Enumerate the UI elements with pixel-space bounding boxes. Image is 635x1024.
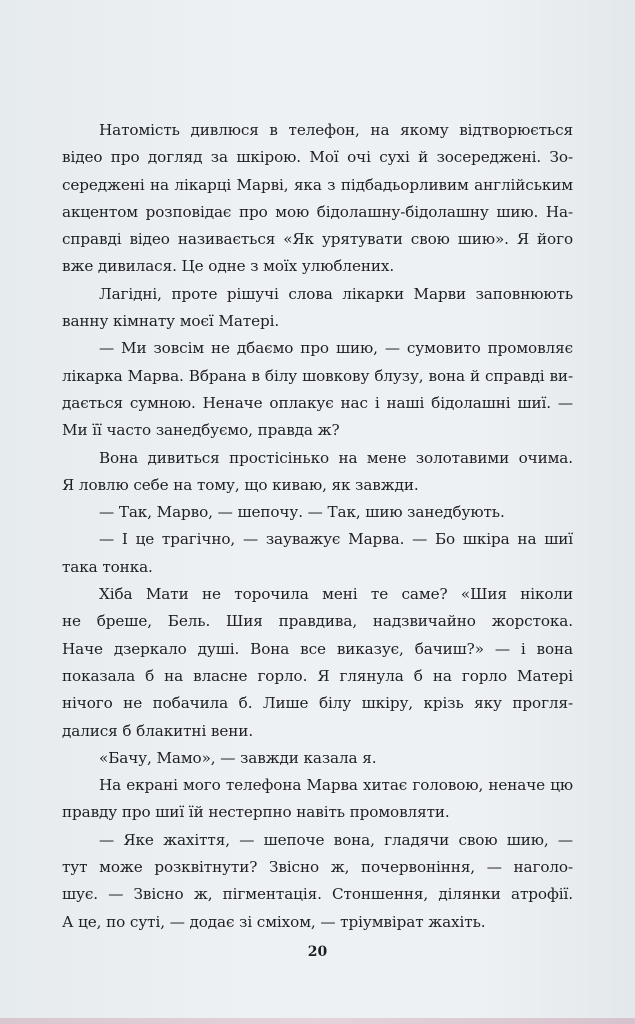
text-line: середжені на лікарці Марві, яка з підбадьорливим англійським [62,175,573,194]
text-line: Наче дзеркало душі. Вона все виказує, бачиш?» — і вона [62,639,573,658]
text-line: тут може розквітнути? Звісно ж, почервоніння, — наголо- [62,858,573,877]
text-line: А це, по суті, — додає зі сміхом, — тріумвірат жахіть. [62,912,486,931]
text-line: На екрані мого телефона Марва хитає головою, неначе цю [99,776,573,795]
page-number: 20 [307,944,328,960]
text-line: — Ми зовсім не дбаємо про шию, — сумовито промовляє [99,339,573,358]
text-line: «Бачу, Мамо», — завжди казала я. [99,748,377,767]
text-line: Ми її часто занедбуємо, правда ж? [62,421,340,440]
text-line: Хіба Мати не торочила мені те саме? «Шия ніколи [99,585,573,604]
text-line: справді відео називається «Як урятувати свою шию». Я його [62,230,573,249]
text-line: Натомість дивлюся в телефон, на якому відтворюється [99,121,573,139]
text-line: — Так, Марво, — шепочу. — Так, шию занедбують. [99,503,505,522]
text-line: ванну кімнату моєї Матері. [62,312,280,331]
text-line: — Яке жахіття, — шепоче вона, гладячи свою шию, — [99,830,573,849]
text-line: правду про шиї їй нестерпно навіть промовляти. [62,803,450,822]
text-line: вже дивилася. Це одне з моїх улюблених. [62,257,395,276]
text-line: акцентом розповідає про мою бідолашну-бідолашну шию. На- [62,202,573,221]
text-line: лікарка Марва. Вбрана в білу шовкову блузу, вона й справді ви- [62,366,573,385]
text-line: показала б на власне горло. Я глянула б на горло Матері [62,666,573,685]
text-line: дається сумною. Неначе оплакує нас і наші бідолашні шиї. — [62,393,573,412]
text-line: Я ловлю себе на тому, що киваю, як завжди. [62,475,419,494]
text-line: далися б блакитні вени. [62,721,254,740]
text-line: нічого не побачила б. Лише білу шкіру, крізь яку прогля- [62,694,573,713]
text-line: шує. — Звісно ж, пігментація. Стоншення, ділянки атрофії. [62,885,573,904]
text-line: така тонка. [62,557,153,576]
text-line: — І це трагічно, — зауважує Марва. — Бо шкіра на шиї [99,530,573,549]
body-text [62,117,573,936]
text-line: не бреше, Бель. Шия правдива, надзвичайно жорстока. [62,612,573,631]
text-line: Лагідні, проте рішучі слова лікарки Марви заповнюють [99,284,573,303]
page-bottom-edge [0,1018,635,1024]
text-line: Вона дивиться простісінько на мене золотавими очима. [99,448,573,467]
text-line: відео про догляд за шкірою. Мої очі сухі й зосереджені. Зо- [62,148,573,167]
